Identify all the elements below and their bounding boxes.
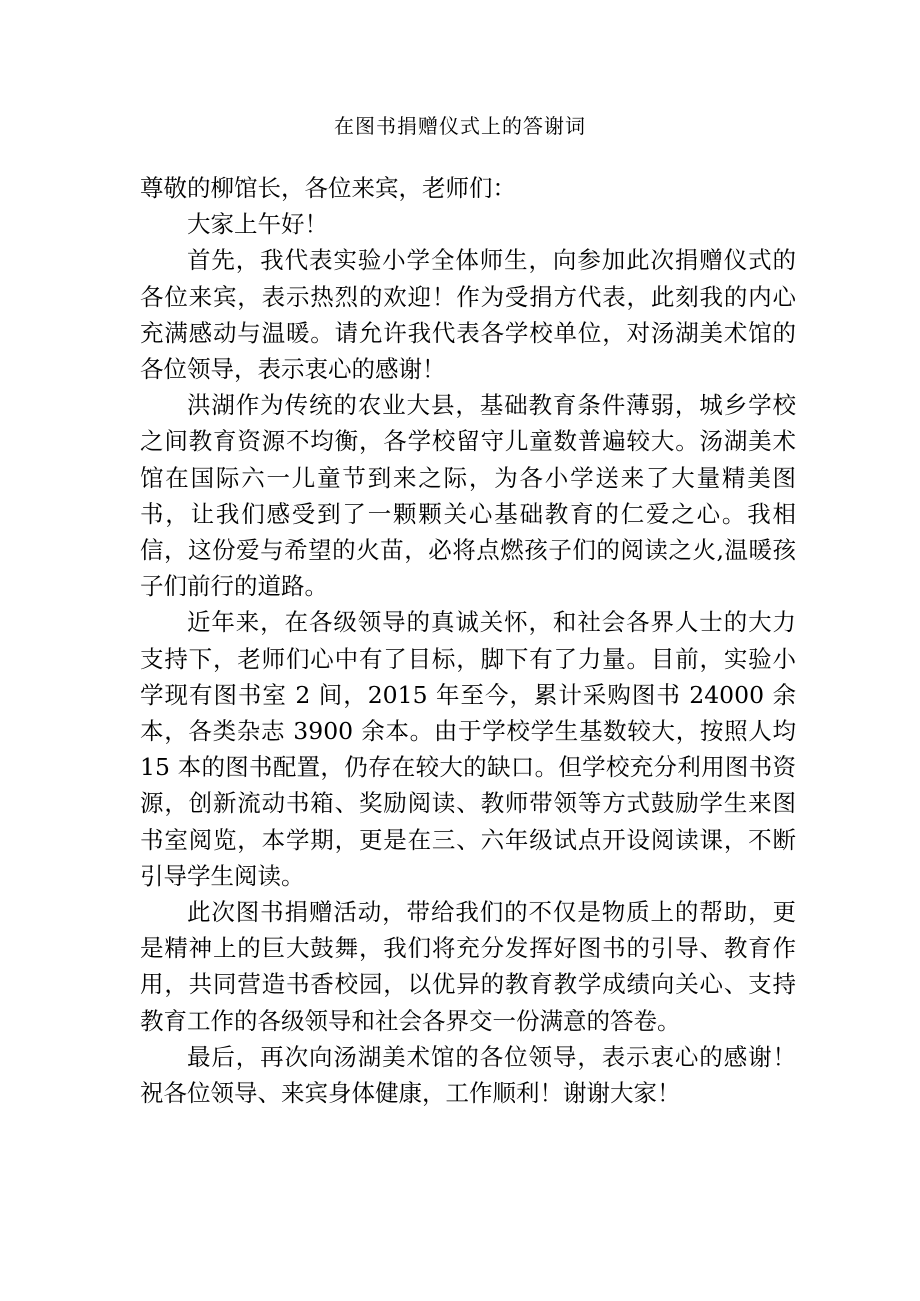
paragraph-greeting: 大家上午好！ bbox=[187, 210, 328, 239]
paragraph-welcome: 首先，我代表实验小学全体师生，向参加此次捐赠仪式的各位来宾，表示热烈的欢迎！作为受捐方代表，此刻我的内心充满感动与温暖。请允许我代表各学校单位，对汤湖美术馆的各位领导，表示衷心的感谢！ bbox=[140, 246, 796, 384]
paragraph-background: 洪湖作为传统的农业大县，基础教育条件薄弱，城乡学校之间教育资源不均衡，各学校留守儿童数普遍较大。汤湖美术馆在国际六一儿童节到来之际，为各小学送来了大量精美图书，让我们感受到了一颗颗关心基础教育的仁爱之心。我相信，这份爱与希望的火苗，必将点燃孩子们的阅读之火,温暖孩子们前行的道路。 bbox=[140, 391, 796, 601]
paragraph-closing: 最后，再次向汤湖美术馆的各位领导，表示衷心的感谢！祝各位领导、来宾身体健康，工作顺利！谢谢大家！ bbox=[140, 1042, 796, 1108]
document-title: 在图书捐赠仪式上的答谢词 bbox=[334, 114, 586, 138]
paragraph-impact: 此次图书捐赠活动，带给我们的不仅是物质上的帮助，更是精神上的巨大鼓舞，我们将充分发挥好图书的引导、教育作用，共同营造书香校园，以优异的教育教学成绩向关心、支持教育工作的各级领导和社会各界交一份满意的答卷。 bbox=[140, 898, 796, 1035]
salutation: 尊敬的柳馆长，各位来宾，老师们： bbox=[140, 174, 516, 202]
paragraph-library-status: 近年来，在各级领导的真诚关怀，和社会各界人士的大力支持下，老师们心中有了目标，脚下有了力量。目前，实验小学现有图书室 2 间，2015 年至今，累计采购图书 24000 余本，各类杂志 3900 余本。由于学校学生基数较大，按照人均 15 本的图书配置，仍存在较大的缺口。但学校充分利用图书资源，创新流动书箱、奖励阅读、教师带领等方式鼓励学生来图书室阅览，本学期，更是在三、六年级试点开设阅读课，不断引导学生阅读。 bbox=[140, 608, 796, 890]
document-body bbox=[140, 170, 796, 1111]
